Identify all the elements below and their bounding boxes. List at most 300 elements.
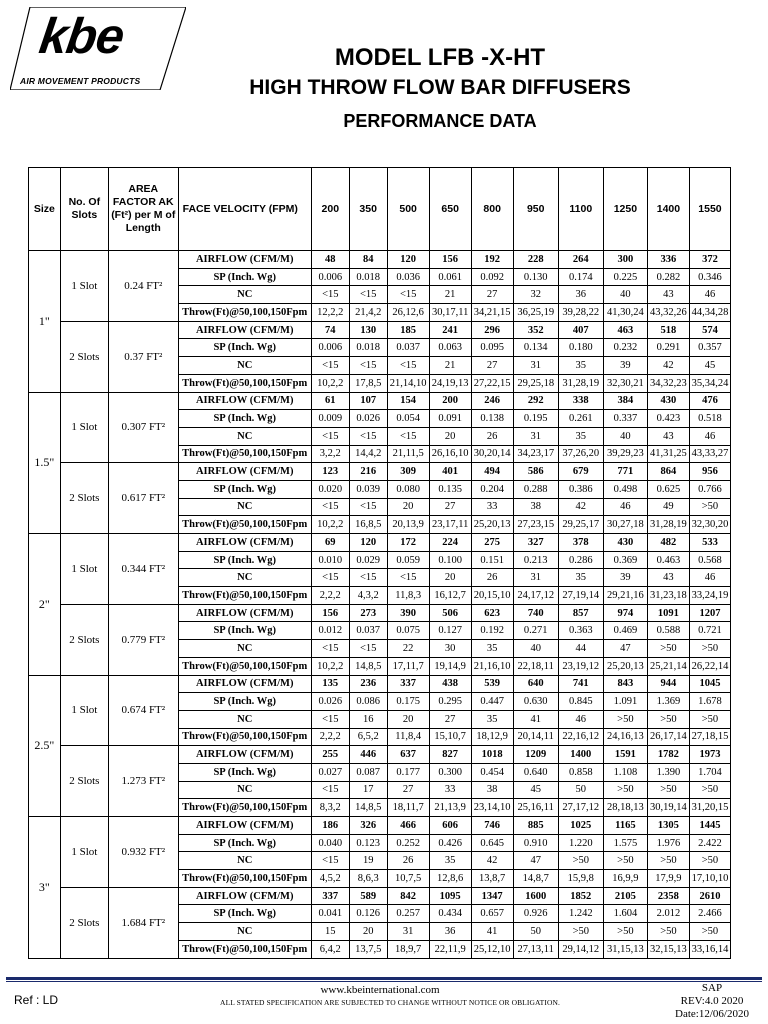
value-cell: 49 — [647, 498, 689, 516]
value-cell: 0.518 — [689, 410, 730, 428]
value-cell: 32,30,21 — [603, 374, 647, 392]
value-cell: 482 — [647, 534, 689, 552]
value-cell: 0.858 — [558, 763, 603, 781]
value-cell: 20,14,11 — [513, 728, 558, 746]
value-cell: 0.204 — [471, 480, 513, 498]
value-cell: 35 — [558, 357, 603, 375]
header-area-factor: AREA FACTOR AK (Ft²) per M of Length — [108, 168, 178, 251]
value-cell: 18,11,7 — [387, 799, 429, 817]
value-cell: 34,21,15 — [471, 304, 513, 322]
header-velocity: 200 — [311, 168, 349, 251]
brand-logo — [10, 7, 186, 90]
value-cell: 1.678 — [689, 693, 730, 711]
footer-ref: Ref : LD — [14, 993, 59, 1007]
value-cell: 0.225 — [603, 268, 647, 286]
value-cell: 1018 — [471, 746, 513, 764]
value-cell: 27 — [429, 498, 471, 516]
value-cell: 589 — [349, 887, 387, 905]
value-cell: <15 — [311, 286, 349, 304]
value-cell: 0.135 — [429, 480, 471, 498]
value-cell: 45 — [513, 781, 558, 799]
value-cell: 463 — [603, 321, 647, 339]
value-cell: 236 — [349, 675, 387, 693]
value-cell: 21,11,5 — [387, 445, 429, 463]
value-cell: 0.469 — [603, 622, 647, 640]
size-cell: 1" — [29, 251, 61, 393]
value-cell: <15 — [387, 357, 429, 375]
value-cell: 35 — [471, 640, 513, 658]
slots-cell: 2 Slots — [60, 463, 108, 534]
value-cell: 1973 — [689, 746, 730, 764]
value-cell: 23,14,10 — [471, 799, 513, 817]
value-cell: 27,22,15 — [471, 374, 513, 392]
value-cell: 842 — [387, 887, 429, 905]
value-cell: >50 — [603, 852, 647, 870]
value-cell: 0.447 — [471, 693, 513, 711]
value-cell: 36 — [558, 286, 603, 304]
value-cell: 47 — [513, 852, 558, 870]
value-cell: 10,7,5 — [387, 870, 429, 888]
value-cell: 31 — [513, 427, 558, 445]
value-cell: 48 — [311, 251, 349, 269]
slots-cell: 2 Slots — [60, 887, 108, 958]
airflow-row — [29, 887, 731, 905]
logo-wordmark: kbe — [36, 8, 128, 64]
value-cell: 0.645 — [471, 834, 513, 852]
value-cell: 26 — [471, 427, 513, 445]
value-cell: 0.091 — [429, 410, 471, 428]
value-cell: 0.127 — [429, 622, 471, 640]
value-cell: 30 — [429, 640, 471, 658]
row-label: NC — [178, 710, 311, 728]
value-cell: 337 — [387, 675, 429, 693]
row-label: Throw(Ft)@50,100,150Fpm — [178, 657, 311, 675]
value-cell: 539 — [471, 675, 513, 693]
value-cell: 0.134 — [513, 339, 558, 357]
value-cell: 33,24,19 — [689, 587, 730, 605]
value-cell: 0.346 — [689, 268, 730, 286]
value-cell: 264 — [558, 251, 603, 269]
value-cell: 0.054 — [387, 410, 429, 428]
value-cell: 26 — [471, 569, 513, 587]
row-label: Throw(Ft)@50,100,150Fpm — [178, 940, 311, 958]
value-cell: 0.037 — [349, 622, 387, 640]
value-cell: >50 — [689, 781, 730, 799]
value-cell: >50 — [647, 710, 689, 728]
value-cell: 0.037 — [387, 339, 429, 357]
header-velocity: 1250 — [603, 168, 647, 251]
value-cell: 61 — [311, 392, 349, 410]
value-cell: >50 — [689, 923, 730, 941]
row-label: AIRFLOW (CFM/M) — [178, 817, 311, 835]
slots-cell: 2 Slots — [60, 604, 108, 675]
value-cell: 22,18,11 — [513, 657, 558, 675]
area-factor-cell: 0.307 FT² — [108, 392, 178, 463]
value-cell: 0.026 — [311, 693, 349, 711]
value-cell: 43,32,26 — [647, 304, 689, 322]
value-cell: 33 — [471, 498, 513, 516]
area-factor-cell: 0.617 FT² — [108, 463, 178, 534]
value-cell: 296 — [471, 321, 513, 339]
row-label: NC — [178, 640, 311, 658]
value-cell: 0.257 — [387, 905, 429, 923]
row-label: Throw(Ft)@50,100,150Fpm — [178, 445, 311, 463]
value-cell: 21,14,10 — [387, 374, 429, 392]
value-cell: 0.195 — [513, 410, 558, 428]
table-header-row — [29, 168, 731, 251]
value-cell: 40 — [513, 640, 558, 658]
row-label: AIRFLOW (CFM/M) — [178, 746, 311, 764]
value-cell: 17 — [349, 781, 387, 799]
area-factor-cell: 0.37 FT² — [108, 321, 178, 392]
area-factor-cell: 0.344 FT² — [108, 534, 178, 605]
value-cell: 31,28,19 — [558, 374, 603, 392]
value-cell: 533 — [689, 534, 730, 552]
footer-date: Date:12/06/2020 — [675, 1008, 749, 1020]
value-cell: >50 — [689, 710, 730, 728]
value-cell: 771 — [603, 463, 647, 481]
value-cell: 27 — [471, 286, 513, 304]
value-cell: 309 — [387, 463, 429, 481]
value-cell: 0.029 — [349, 551, 387, 569]
value-cell: 0.180 — [558, 339, 603, 357]
value-cell: 123 — [311, 463, 349, 481]
value-cell: 0.151 — [471, 551, 513, 569]
value-cell: 6,5,2 — [349, 728, 387, 746]
value-cell: 50 — [558, 781, 603, 799]
value-cell: 21 — [429, 286, 471, 304]
row-label: AIRFLOW (CFM/M) — [178, 321, 311, 339]
value-cell: 401 — [429, 463, 471, 481]
value-cell: 22,16,12 — [558, 728, 603, 746]
airflow-row — [29, 675, 731, 693]
value-cell: 372 — [689, 251, 730, 269]
value-cell: 11,8,4 — [387, 728, 429, 746]
value-cell: 1.976 — [647, 834, 689, 852]
value-cell: 41 — [513, 710, 558, 728]
value-cell: 300 — [603, 251, 647, 269]
footer-notice: ALL STATED SPECIFICATION ARE SUBJECTED TO CHANGE WITHOUT NOTICE OR OBLIGATION. — [220, 998, 560, 1007]
value-cell: 11,8,3 — [387, 587, 429, 605]
value-cell: 246 — [471, 392, 513, 410]
row-label: SP (Inch. Wg) — [178, 693, 311, 711]
value-cell: 15,9,8 — [558, 870, 603, 888]
slots-cell: 2 Slots — [60, 746, 108, 817]
value-cell: 0.286 — [558, 551, 603, 569]
value-cell: 18,9,7 — [387, 940, 429, 958]
value-cell: 46 — [603, 498, 647, 516]
page-subtitle: HIGH THROW FLOW BAR DIFFUSERS — [249, 76, 631, 99]
value-cell: 130 — [349, 321, 387, 339]
value-cell: >50 — [647, 923, 689, 941]
value-cell: 185 — [387, 321, 429, 339]
row-label: AIRFLOW (CFM/M) — [178, 251, 311, 269]
row-label: Throw(Ft)@50,100,150Fpm — [178, 304, 311, 322]
value-cell: 1.091 — [603, 693, 647, 711]
value-cell: 1347 — [471, 887, 513, 905]
value-cell: 45 — [689, 357, 730, 375]
value-cell: 0.010 — [311, 551, 349, 569]
value-cell: 956 — [689, 463, 730, 481]
value-cell: 326 — [349, 817, 387, 835]
value-cell: 40 — [603, 427, 647, 445]
value-cell: 15,10,7 — [429, 728, 471, 746]
value-cell: 25,20,13 — [603, 657, 647, 675]
value-cell: 39 — [603, 357, 647, 375]
value-cell: 69 — [311, 534, 349, 552]
row-label: SP (Inch. Wg) — [178, 410, 311, 428]
value-cell: 1.575 — [603, 834, 647, 852]
row-label: AIRFLOW (CFM/M) — [178, 604, 311, 622]
value-cell: 0.213 — [513, 551, 558, 569]
value-cell: 0.454 — [471, 763, 513, 781]
value-cell: 466 — [387, 817, 429, 835]
value-cell: 30,17,11 — [429, 304, 471, 322]
value-cell: 41 — [471, 923, 513, 941]
value-cell: 12,8,6 — [429, 870, 471, 888]
value-cell: <15 — [311, 498, 349, 516]
value-cell: 21,16,10 — [471, 657, 513, 675]
value-cell: 14,8,7 — [513, 870, 558, 888]
row-label: SP (Inch. Wg) — [178, 834, 311, 852]
value-cell: 3,2,2 — [311, 445, 349, 463]
value-cell: 30,19,14 — [647, 799, 689, 817]
row-label: NC — [178, 286, 311, 304]
value-cell: 0.087 — [349, 763, 387, 781]
value-cell: 1095 — [429, 887, 471, 905]
size-cell: 2" — [29, 534, 61, 676]
value-cell: 438 — [429, 675, 471, 693]
value-cell: 0.080 — [387, 480, 429, 498]
airflow-row — [29, 534, 731, 552]
header-velocity: 350 — [349, 168, 387, 251]
header-velocity: 1550 — [689, 168, 730, 251]
value-cell: 27 — [387, 781, 429, 799]
value-cell: <15 — [311, 781, 349, 799]
value-cell: 24,17,12 — [513, 587, 558, 605]
value-cell: 378 — [558, 534, 603, 552]
value-cell: 640 — [513, 675, 558, 693]
value-cell: 0.006 — [311, 268, 349, 286]
value-cell: 42 — [558, 498, 603, 516]
value-cell: 24,16,13 — [603, 728, 647, 746]
value-cell: 20 — [387, 710, 429, 728]
value-cell: 14,8,5 — [349, 657, 387, 675]
value-cell: 35 — [558, 569, 603, 587]
value-cell: 26 — [387, 852, 429, 870]
header-size: Size — [29, 168, 61, 251]
value-cell: >50 — [647, 640, 689, 658]
value-cell: 46 — [558, 710, 603, 728]
value-cell: 4,3,2 — [349, 587, 387, 605]
value-cell: 0.588 — [647, 622, 689, 640]
value-cell: 4,5,2 — [311, 870, 349, 888]
value-cell: 327 — [513, 534, 558, 552]
row-label: Throw(Ft)@50,100,150Fpm — [178, 870, 311, 888]
value-cell: 1091 — [647, 604, 689, 622]
header-velocity: 950 — [513, 168, 558, 251]
value-cell: 0.434 — [429, 905, 471, 923]
value-cell: 17,10,10 — [689, 870, 730, 888]
row-label: SP (Inch. Wg) — [178, 339, 311, 357]
value-cell: 74 — [311, 321, 349, 339]
value-cell: 20,15,10 — [471, 587, 513, 605]
value-cell: 0.138 — [471, 410, 513, 428]
footer-rule — [6, 977, 762, 980]
row-label: SP (Inch. Wg) — [178, 905, 311, 923]
row-label: Throw(Ft)@50,100,150Fpm — [178, 516, 311, 534]
value-cell: 0.721 — [689, 622, 730, 640]
airflow-row — [29, 817, 731, 835]
value-cell: 1165 — [603, 817, 647, 835]
value-cell: 0.910 — [513, 834, 558, 852]
value-cell: 43,33,27 — [689, 445, 730, 463]
airflow-row — [29, 463, 731, 481]
value-cell: 16 — [349, 710, 387, 728]
value-cell: 31,23,18 — [647, 587, 689, 605]
value-cell: 2.466 — [689, 905, 730, 923]
value-cell: 23,17,11 — [429, 516, 471, 534]
value-cell: 44,34,28 — [689, 304, 730, 322]
header-velocity: 650 — [429, 168, 471, 251]
value-cell: 0.009 — [311, 410, 349, 428]
value-cell: 23,19,12 — [558, 657, 603, 675]
value-cell: 13,7,5 — [349, 940, 387, 958]
area-factor-cell: 0.24 FT² — [108, 251, 178, 322]
row-label: NC — [178, 852, 311, 870]
footer-website-link[interactable]: www.kbeinternational.com — [320, 984, 440, 996]
value-cell: 1782 — [647, 746, 689, 764]
row-label: SP (Inch. Wg) — [178, 268, 311, 286]
value-cell: 135 — [311, 675, 349, 693]
value-cell: 885 — [513, 817, 558, 835]
value-cell: 25,20,13 — [471, 516, 513, 534]
value-cell: 216 — [349, 463, 387, 481]
value-cell: 21,13,9 — [429, 799, 471, 817]
value-cell: 0.020 — [311, 480, 349, 498]
value-cell: 18,12,9 — [471, 728, 513, 746]
value-cell: 0.018 — [349, 339, 387, 357]
value-cell: 39,28,22 — [558, 304, 603, 322]
value-cell: 16,8,5 — [349, 516, 387, 534]
value-cell: 20 — [387, 498, 429, 516]
value-cell: 20 — [429, 569, 471, 587]
slots-cell: 1 Slot — [60, 817, 108, 888]
value-cell: 36 — [429, 923, 471, 941]
value-cell: 16,12,7 — [429, 587, 471, 605]
slots-cell: 1 Slot — [60, 392, 108, 463]
size-cell: 1.5" — [29, 392, 61, 534]
value-cell: 0.177 — [387, 763, 429, 781]
value-cell: <15 — [311, 640, 349, 658]
value-cell: 0.426 — [429, 834, 471, 852]
value-cell: 430 — [647, 392, 689, 410]
value-cell: 255 — [311, 746, 349, 764]
row-label: NC — [178, 569, 311, 587]
footer-revision-block — [660, 982, 764, 1021]
value-cell: 41,31,25 — [647, 445, 689, 463]
value-cell: 8,6,3 — [349, 870, 387, 888]
value-cell: 1209 — [513, 746, 558, 764]
value-cell: 0.261 — [558, 410, 603, 428]
value-cell: 0.357 — [689, 339, 730, 357]
value-cell: >50 — [603, 710, 647, 728]
value-cell: 42 — [471, 852, 513, 870]
value-cell: 44 — [558, 640, 603, 658]
value-cell: 6,4,2 — [311, 940, 349, 958]
value-cell: 384 — [603, 392, 647, 410]
value-cell: 10,2,2 — [311, 374, 349, 392]
value-cell: 0.295 — [429, 693, 471, 711]
value-cell: 43 — [647, 569, 689, 587]
value-cell: 25,16,11 — [513, 799, 558, 817]
value-cell: 38 — [513, 498, 558, 516]
value-cell: <15 — [311, 569, 349, 587]
value-cell: 10,2,2 — [311, 516, 349, 534]
airflow-row — [29, 746, 731, 764]
value-cell: 172 — [387, 534, 429, 552]
value-cell: 19 — [349, 852, 387, 870]
value-cell: 0.036 — [387, 268, 429, 286]
value-cell: 30,20,14 — [471, 445, 513, 463]
size-cell: 3" — [29, 817, 61, 959]
value-cell: 0.288 — [513, 480, 558, 498]
value-cell: 50 — [513, 923, 558, 941]
value-cell: <15 — [349, 427, 387, 445]
value-cell: 1591 — [603, 746, 647, 764]
value-cell: 27,23,15 — [513, 516, 558, 534]
value-cell: 228 — [513, 251, 558, 269]
slots-cell: 2 Slots — [60, 321, 108, 392]
row-label: SP (Inch. Wg) — [178, 480, 311, 498]
value-cell: 32 — [513, 286, 558, 304]
value-cell: 14,8,5 — [349, 799, 387, 817]
row-label: Throw(Ft)@50,100,150Fpm — [178, 374, 311, 392]
value-cell: 24,19,13 — [429, 374, 471, 392]
row-label: Throw(Ft)@50,100,150Fpm — [178, 799, 311, 817]
value-cell: 2.422 — [689, 834, 730, 852]
value-cell: 29,21,16 — [603, 587, 647, 605]
value-cell: 31,15,13 — [603, 940, 647, 958]
value-cell: 31,20,15 — [689, 799, 730, 817]
area-factor-cell: 0.932 FT² — [108, 817, 178, 888]
value-cell: 506 — [429, 604, 471, 622]
value-cell: 1445 — [689, 817, 730, 835]
value-cell: 2,2,2 — [311, 587, 349, 605]
value-cell: 27 — [471, 357, 513, 375]
value-cell: 0.040 — [311, 834, 349, 852]
value-cell: 1.220 — [558, 834, 603, 852]
row-label: AIRFLOW (CFM/M) — [178, 463, 311, 481]
value-cell: 41,30,24 — [603, 304, 647, 322]
airflow-row — [29, 604, 731, 622]
value-cell: 0.423 — [647, 410, 689, 428]
value-cell: 38 — [471, 781, 513, 799]
value-cell: 37,26,20 — [558, 445, 603, 463]
value-cell: <15 — [311, 427, 349, 445]
row-label: AIRFLOW (CFM/M) — [178, 675, 311, 693]
value-cell: 1.369 — [647, 693, 689, 711]
value-cell: 864 — [647, 463, 689, 481]
value-cell: 25,21,14 — [647, 657, 689, 675]
value-cell: 31,28,19 — [647, 516, 689, 534]
value-cell: 0.012 — [311, 622, 349, 640]
row-label: SP (Inch. Wg) — [178, 551, 311, 569]
value-cell: 1025 — [558, 817, 603, 835]
value-cell: 39,29,23 — [603, 445, 647, 463]
value-cell: 43 — [647, 427, 689, 445]
value-cell: 46 — [689, 427, 730, 445]
